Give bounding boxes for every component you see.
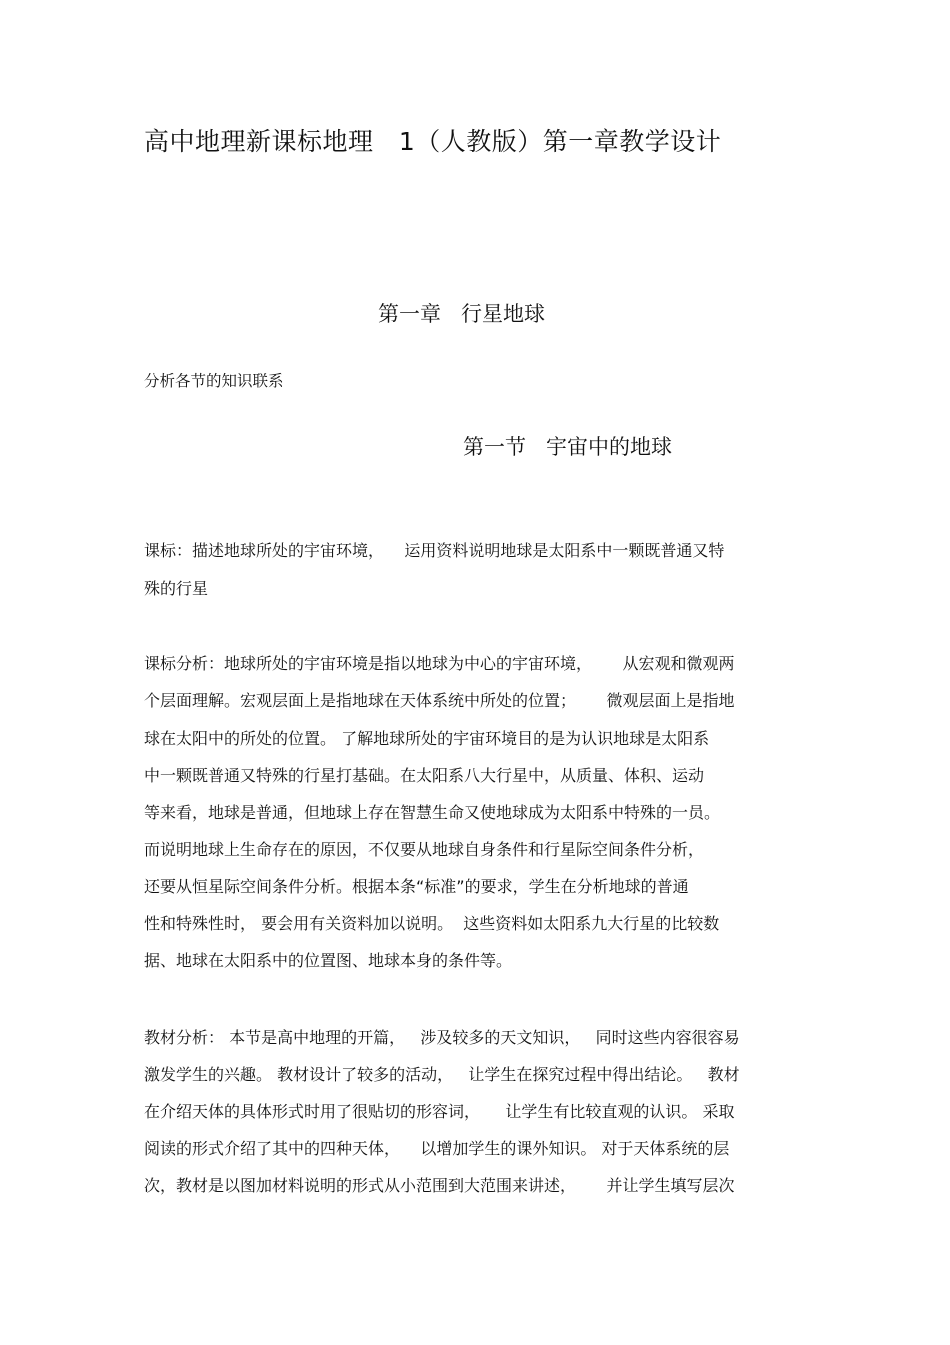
paragraph-line: 中一颗既普通又特殊的行星打基础。在太阳系八大行星中，从质量、体积、运动	[144, 766, 705, 785]
paragraph-line: 激发学生的兴趣。 教材设计了较多的活动， 让学生在探究过程中得出结论。 教材	[144, 1065, 740, 1084]
paragraph-line: 阅读的形式介绍了其中的四种天体， 以增加学生的课外知识。 对于天体系统的层	[144, 1139, 730, 1158]
paragraph-line: 次，教材是以图加材料说明的形式从小范围到大范围来讲述， 并让学生填写层次	[144, 1176, 735, 1195]
section-note: 分析各节的知识联系	[144, 372, 284, 390]
paragraph-line: 在介绍天体的具体形式时用了很贴切的形容词， 让学生有比较直观的认识。 采取	[144, 1102, 735, 1121]
paragraph-line: 还要从恒星际空间条件分析。根据本条“标准”的要求，学生在分析地球的普通	[144, 877, 689, 896]
paragraph-line: 课标分析：地球所处的宇宙环境是指以地球为中心的宇宙环境， 从宏观和微观两	[144, 654, 735, 673]
paragraph-line: 而说明地球上生命存在的原因，不仅要从地球自身条件和行星际空间条件分析，	[144, 840, 705, 859]
paragraph-line: 个层面理解。宏观层面上是指地球在天体系统中所处的位置； 微观层面上是指地	[144, 691, 735, 710]
paragraph-line: 性和特殊性时， 要会用有关资料加以说明。 这些资料如太阳系九大行星的比较数	[144, 914, 720, 933]
chapter-heading: 第一章 行星地球	[378, 302, 546, 326]
paragraph-line: 课标：描述地球所处的宇宙环境， 运用资料说明地球是太阳系中一颗既普通又特	[144, 541, 725, 560]
document-title: 高中地理新课标地理 1（人教版）第一章教学设计	[144, 127, 722, 156]
paragraph-line: 等来看，地球是普通，但地球上存在智慧生命又使地球成为太阳系中特殊的一员。	[144, 803, 721, 822]
section-heading: 第一节 宇宙中的地球	[463, 435, 673, 459]
paragraph-line: 殊的行星	[144, 579, 209, 598]
paragraph-line: 据、地球在太阳系中的位置图、地球本身的条件等。	[144, 951, 513, 970]
paragraph-line: 球在太阳中的所处的位置。 了解地球所处的宇宙环境目的是为认识地球是太阳系	[144, 729, 710, 748]
paragraph-line: 教材分析： 本节是高中地理的开篇， 涉及较多的天文知识， 同时这些内容很容易	[144, 1028, 740, 1047]
